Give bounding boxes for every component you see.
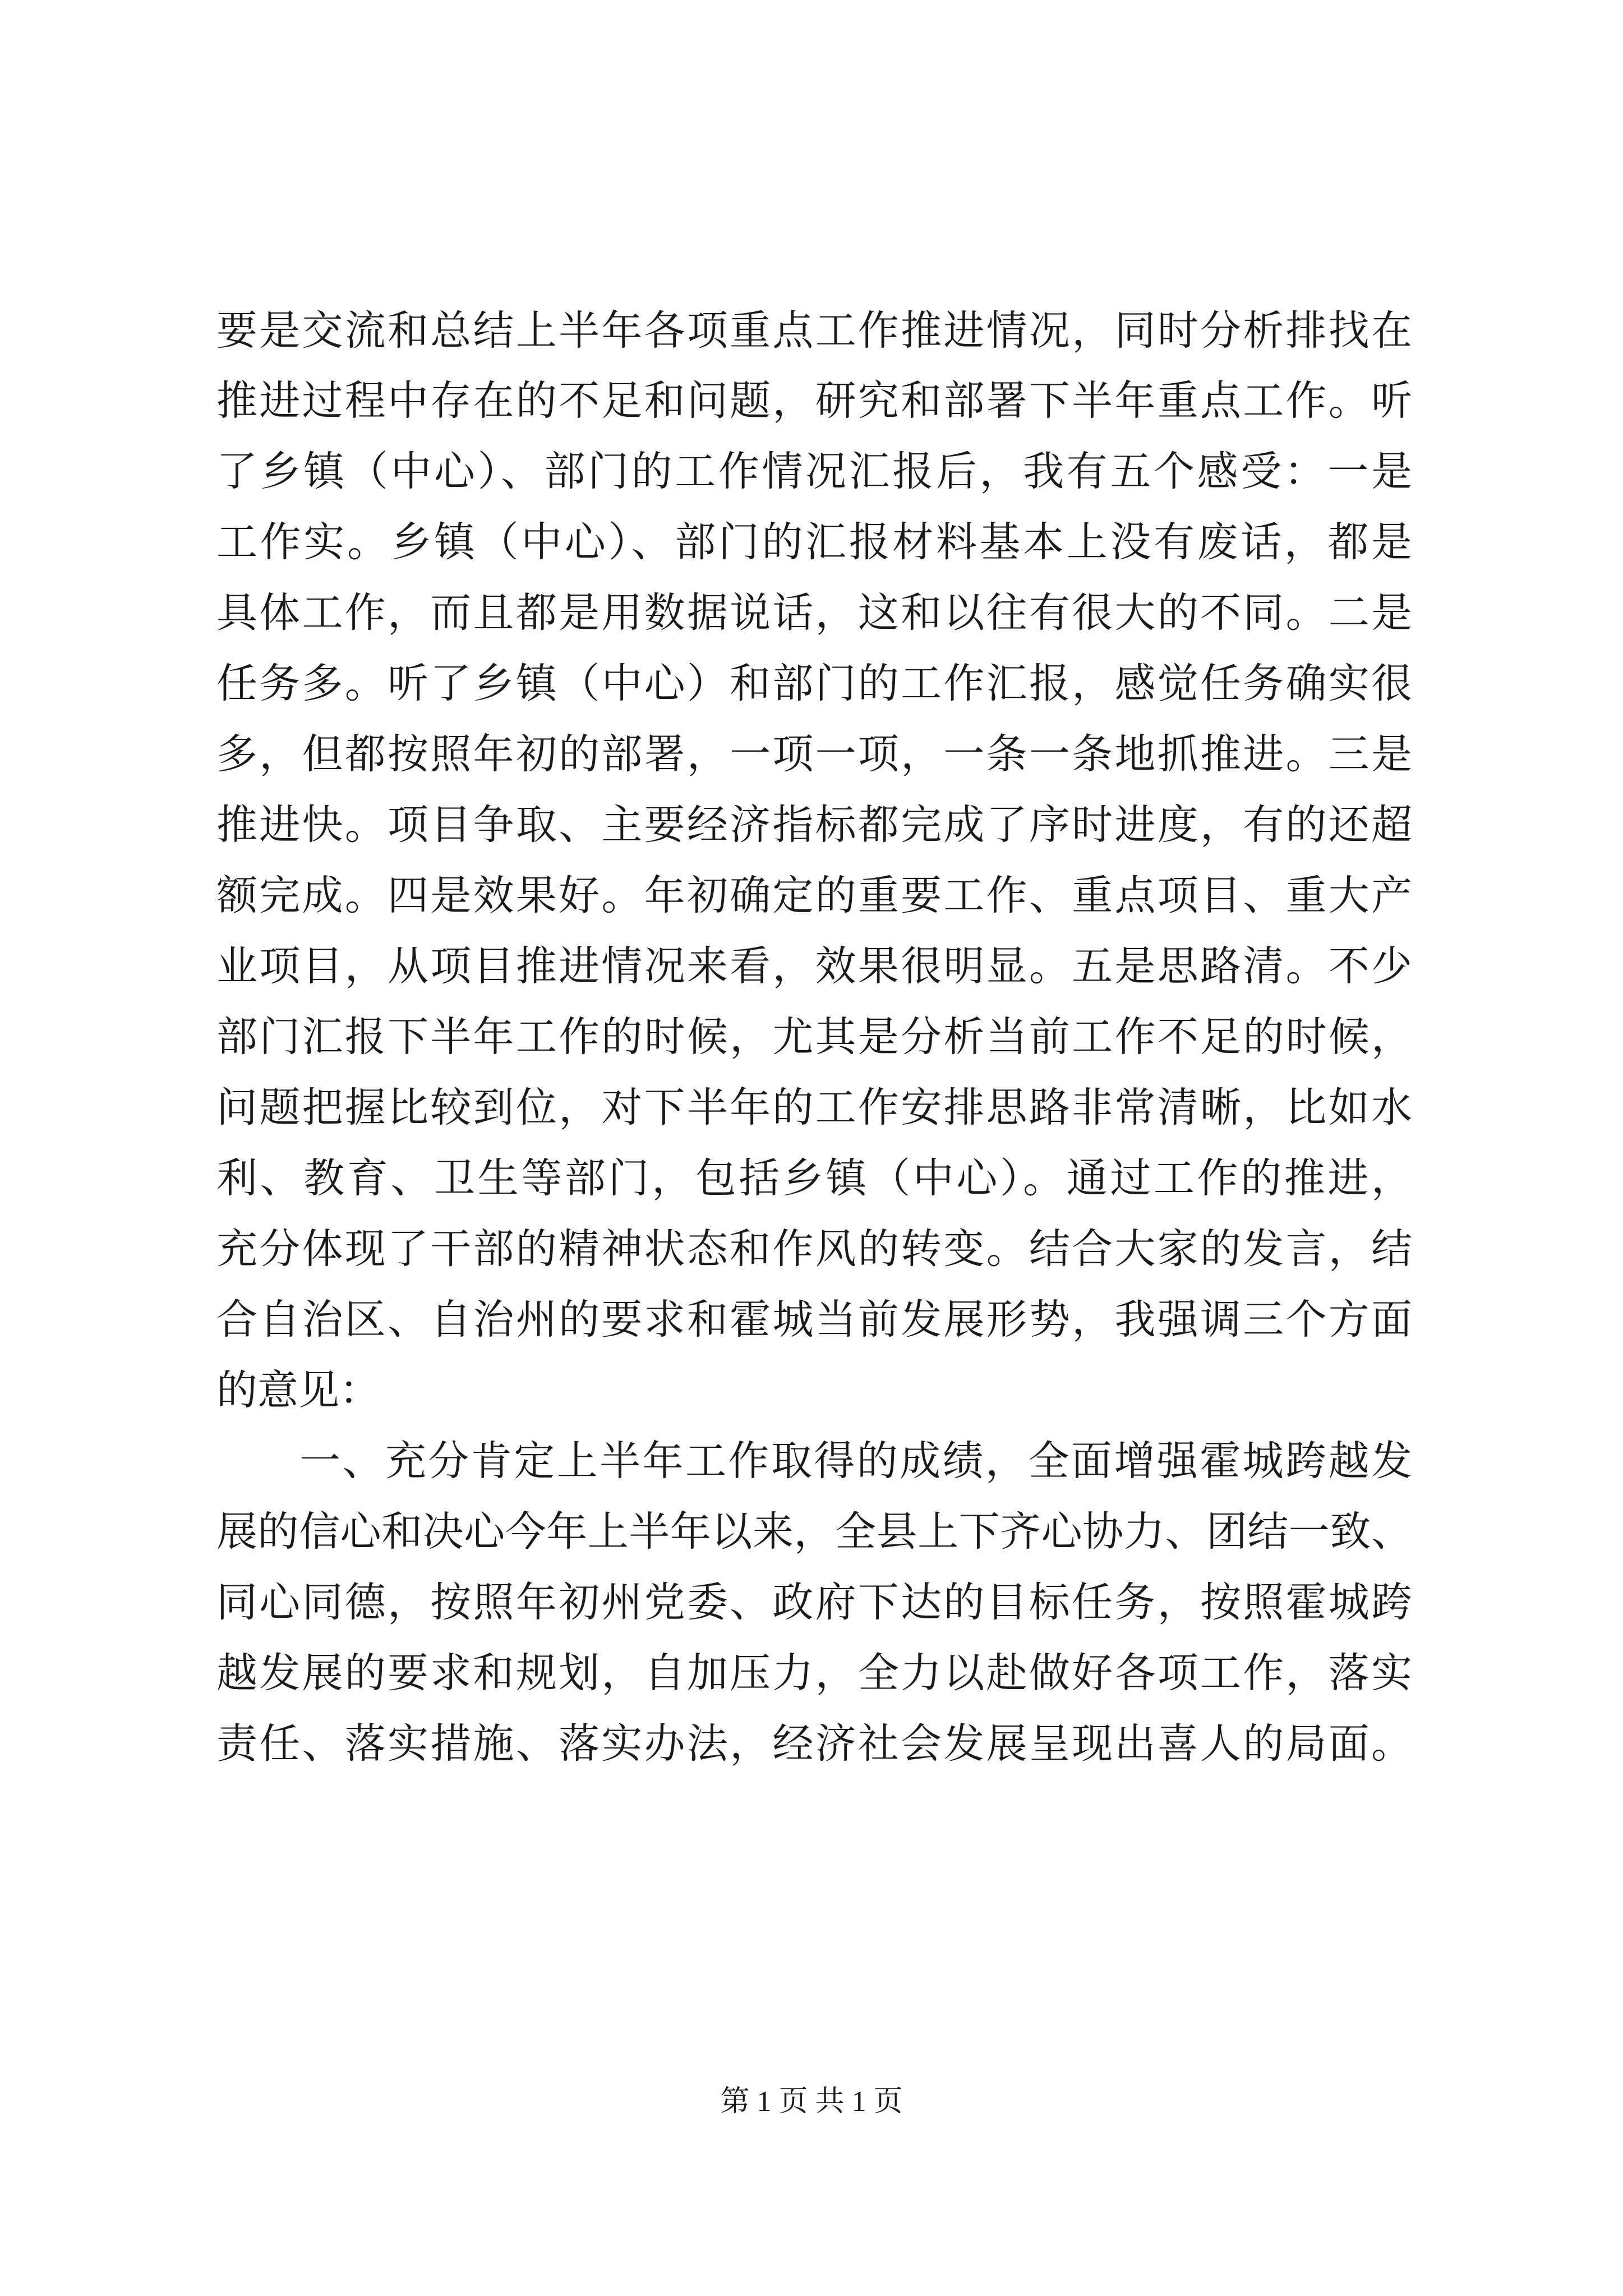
paragraph-line: 多，但都按照年初的部署，一项一项，一条一条地抓推进。三是 [216, 730, 1412, 778]
paragraph-line: 充分体现了干部的精神状态和作风的转变。结合大家的发言，结 [216, 1225, 1412, 1273]
paragraph-line: 推进过程中存在的不足和问题，研究和部署下半年重点工作。听 [216, 377, 1412, 425]
paragraph-line: 越发展的要求和规划，自加压力，全力以赴做好各项工作，落实 [216, 1649, 1412, 1697]
paragraph-line: 的意见： [216, 1366, 380, 1414]
paragraph-line: 同心同德，按照年初州党委、政府下达的目标任务，按照霍城跨 [216, 1579, 1412, 1626]
paragraph-line: 合自治区、自治州的要求和霍城当前发展形势，我强调三个方面 [216, 1296, 1412, 1343]
page-footer: 第 1 页 共 1 页 [720, 2086, 903, 2118]
paragraph-line: 业项目，从项目推进情况来看，效果很明显。五是思路清。不少 [216, 942, 1412, 990]
paragraph-line: 具体工作，而且都是用数据说话，这和以往有很大的不同。二是 [216, 589, 1412, 637]
paragraph-line: 额完成。四是效果好。年初确定的重要工作、重点项目、重大产 [216, 872, 1412, 919]
paragraph-line: 任务多。听了乡镇（中心）和部门的工作汇报，感觉任务确实很 [216, 660, 1412, 707]
paragraph-line: 责任、落实措施、落实办法，经济社会发展呈现出喜人的局面。 [216, 1720, 1412, 1768]
paragraph-line: 工作实。乡镇（中心）、部门的汇报材料基本上没有废话，都是 [216, 518, 1412, 566]
paragraph-line: 部门汇报下半年工作的时候，尤其是分析当前工作不足的时候， [216, 1013, 1412, 1061]
paragraph-line: 推进快。项目争取、主要经济指标都完成了序时进度，有的还超 [216, 801, 1412, 849]
paragraph-line: 展的信心和决心今年上半年以来，全县上下齐心协力、团结一致、 [216, 1508, 1412, 1556]
paragraph-line: 了乡镇（中心）、部门的工作情况汇报后，我有五个感受：一是 [216, 448, 1412, 495]
paragraph-line: 要是交流和总结上半年各项重点工作推进情况，同时分析排找在 [216, 307, 1412, 355]
paragraph-line: 问题把握比较到位，对下半年的工作安排思路非常清晰，比如水 [216, 1084, 1412, 1131]
paragraph-line: 利、教育、卫生等部门，包括乡镇（中心）。通过工作的推进， [216, 1154, 1412, 1202]
section-heading-line: 一、充分肯定上半年工作取得的成绩，全面增强霍城跨越发 [299, 1437, 1412, 1485]
